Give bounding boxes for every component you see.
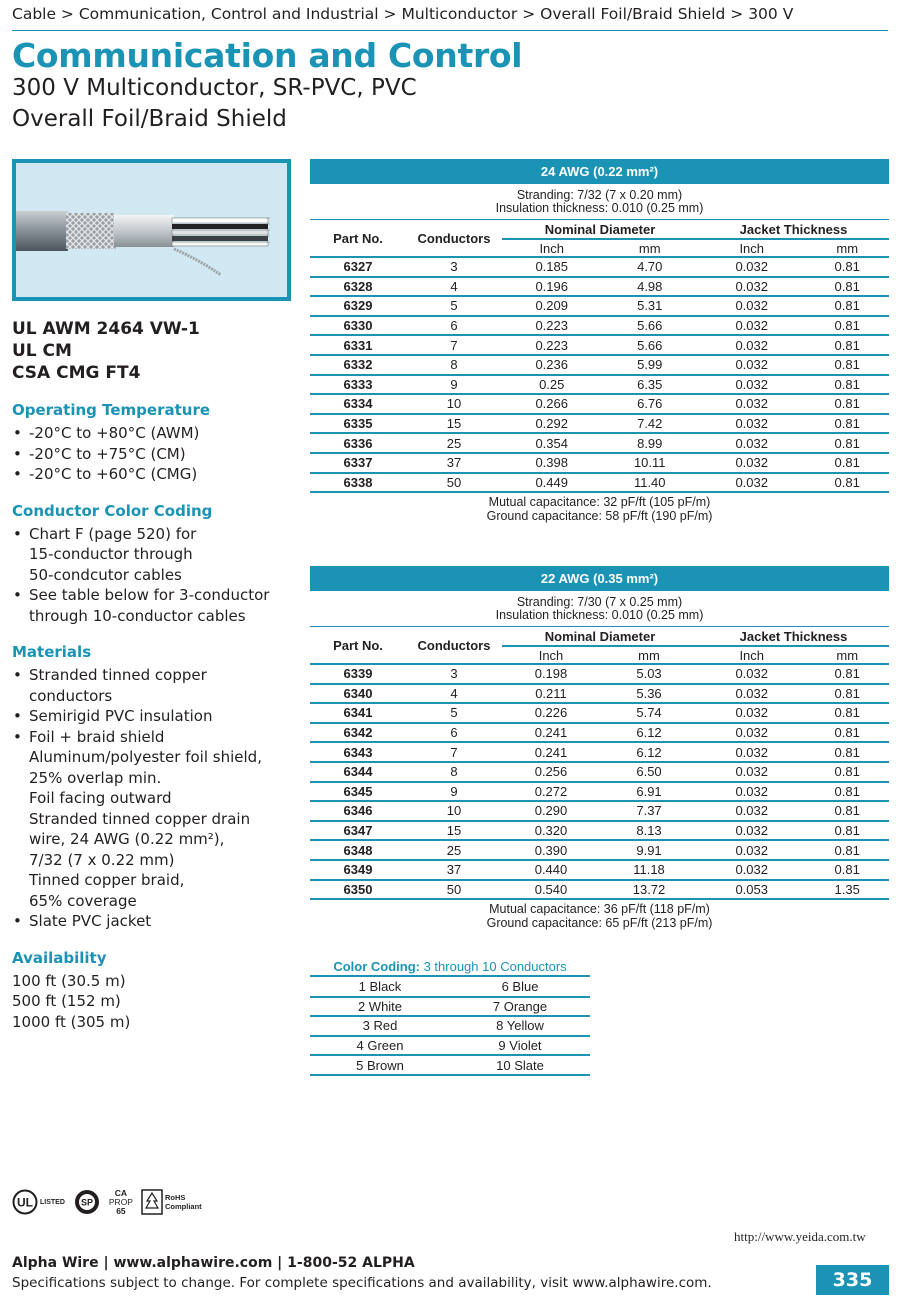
cell-diameter-mm: 11.40 xyxy=(601,473,698,493)
table-row xyxy=(310,821,889,841)
cell-part-no: 6347 xyxy=(310,821,406,841)
cell-diameter-mm: 5.66 xyxy=(601,316,698,336)
table-24awg-mutual-capacitance: Mutual capacitance: 32 pF/ft (105 pF/m) xyxy=(488,495,711,510)
col-header-mm: mm xyxy=(601,239,698,257)
cell-jacket-mm: 0.81 xyxy=(805,355,889,375)
cell-diameter-mm: 5.31 xyxy=(601,296,698,316)
cell-diameter-mm: 6.35 xyxy=(601,375,698,395)
cell-part-no: 6330 xyxy=(310,316,406,336)
svg-text:UL: UL xyxy=(17,1195,33,1210)
cell-jacket-inch: 0.032 xyxy=(698,801,805,821)
cell-diameter-mm: 7.37 xyxy=(600,801,698,821)
cell-jacket-inch: 0.032 xyxy=(698,703,805,723)
cell-jacket-inch: 0.032 xyxy=(698,762,805,782)
cell-diameter-inch: 0.185 xyxy=(502,257,601,277)
cell-jacket-mm: 0.81 xyxy=(805,433,889,453)
cell-diameter-inch: 0.320 xyxy=(502,821,600,841)
cable-illustration xyxy=(12,159,291,301)
cell-diameter-inch: 0.256 xyxy=(502,762,600,782)
cell-diameter-inch: 0.540 xyxy=(502,880,600,900)
cell-jacket-inch: 0.032 xyxy=(698,742,805,762)
cell-jacket-inch: 0.032 xyxy=(698,664,805,684)
cell-diameter-mm: 5.36 xyxy=(600,684,698,704)
cell-jacket-inch: 0.032 xyxy=(698,840,805,860)
csa-logo xyxy=(73,1188,101,1216)
cell-diameter-mm: 4.70 xyxy=(601,257,698,277)
cell-diameter-mm: 5.99 xyxy=(601,355,698,375)
table-row xyxy=(310,840,889,860)
color-coding-row xyxy=(310,997,590,1017)
cell-jacket-inch: 0.053 xyxy=(698,880,805,900)
table-24awg-heading: 24 AWG (0.22 mm²) xyxy=(310,159,889,184)
cell-conductors: 50 xyxy=(406,473,502,493)
color-coding-cell: 7 Orange xyxy=(450,997,590,1017)
cell-conductors: 8 xyxy=(406,355,502,375)
cell-diameter-inch: 0.241 xyxy=(502,723,600,743)
color-coding-cell: 8 Yellow xyxy=(450,1016,590,1036)
color-coding-note: • Chart F (page 520) for 15-conductor through 50-condcutor cables xyxy=(12,524,302,586)
table-row xyxy=(310,762,889,782)
table-row xyxy=(310,742,889,762)
color-coding-cell: 6 Blue xyxy=(450,977,590,997)
cell-jacket-inch: 0.032 xyxy=(698,277,805,297)
header-divider xyxy=(12,30,888,31)
cell-jacket-inch: 0.032 xyxy=(698,821,805,841)
cell-jacket-mm: 0.81 xyxy=(805,723,889,743)
cell-jacket-mm: 0.81 xyxy=(805,840,889,860)
table-24awg-stranding: Stranding: 7/32 (7 x 0.20 mm) xyxy=(516,188,683,202)
cell-jacket-inch: 0.032 xyxy=(698,433,805,453)
cell-diameter-mm: 8.13 xyxy=(600,821,698,841)
materials-title: Materials xyxy=(12,643,92,661)
table-row xyxy=(310,257,889,277)
cell-diameter-mm: 6.12 xyxy=(600,723,698,743)
table-row xyxy=(310,414,889,434)
table-22awg xyxy=(310,566,889,930)
cell-jacket-inch: 0.032 xyxy=(698,375,805,395)
cell-jacket-mm: 0.81 xyxy=(805,335,889,355)
footer-contact: Alpha Wire | www.alphawire.com | 1-800-52 ALPHA xyxy=(12,1255,415,1271)
table-22awg-mutual-capacitance: Mutual capacitance: 36 pF/ft (118 pF/m) xyxy=(489,902,710,917)
cell-diameter-mm: 13.72 xyxy=(600,880,698,900)
table-row xyxy=(310,453,889,473)
cell-jacket-inch: 0.032 xyxy=(698,355,805,375)
breadcrumb: Cable > Communication, Control and Industrial > Multiconductor > Overall Foil/Braid Shield > 300 V xyxy=(12,5,794,23)
col-header-inch: Inch xyxy=(698,646,805,664)
cell-diameter-mm: 10.11 xyxy=(601,453,698,473)
col-header-part-no: Part No. xyxy=(310,627,406,664)
subtitle-line-2: Overall Foil/Braid Shield xyxy=(12,106,287,132)
cell-part-no: 6334 xyxy=(310,394,406,414)
material-item: • Stranded tinned copper conductors xyxy=(12,665,302,706)
cell-conductors: 15 xyxy=(406,821,502,841)
cell-diameter-mm: 11.18 xyxy=(600,860,698,880)
cell-diameter-inch: 0.236 xyxy=(502,355,601,375)
cell-jacket-inch: 0.032 xyxy=(698,684,805,704)
cell-diameter-inch: 0.449 xyxy=(502,473,601,493)
cell-conductors: 37 xyxy=(406,860,502,880)
color-coding-row xyxy=(310,1016,590,1036)
cell-conductors: 25 xyxy=(406,433,502,453)
cell-part-no: 6332 xyxy=(310,355,406,375)
cell-diameter-inch: 0.209 xyxy=(502,296,601,316)
left-column xyxy=(12,318,302,1032)
table-row xyxy=(310,801,889,821)
cell-jacket-mm: 0.81 xyxy=(805,782,889,802)
table-row xyxy=(310,723,889,743)
cell-diameter-inch: 0.354 xyxy=(502,433,601,453)
cell-part-no: 6331 xyxy=(310,335,406,355)
material-item: • Semirigid PVC insulation xyxy=(12,706,302,727)
table-22awg-stranding: Stranding: 7/30 (7 x 0.25 mm) xyxy=(516,595,683,609)
col-header-inch: Inch xyxy=(698,239,805,257)
color-coding-table-title: Color Coding: 3 through 10 Conductors xyxy=(310,959,590,977)
color-coding-cell: 5 Brown xyxy=(310,1055,450,1075)
cell-diameter-inch: 0.211 xyxy=(502,684,600,704)
cell-part-no: 6337 xyxy=(310,453,406,473)
cell-conductors: 9 xyxy=(406,782,502,802)
table-row xyxy=(310,355,889,375)
cell-jacket-mm: 0.81 xyxy=(805,762,889,782)
cell-part-no: 6329 xyxy=(310,296,406,316)
cell-jacket-inch: 0.032 xyxy=(698,453,805,473)
table-row xyxy=(310,860,889,880)
cell-part-no: 6340 xyxy=(310,684,406,704)
table-row xyxy=(310,703,889,723)
col-header-jacket-thickness: Jacket Thickness xyxy=(698,220,889,239)
table-22awg-grid xyxy=(310,627,889,900)
cell-diameter-mm: 6.91 xyxy=(600,782,698,802)
certification-logos xyxy=(12,1188,202,1216)
cell-jacket-mm: 0.81 xyxy=(805,257,889,277)
cell-part-no: 6346 xyxy=(310,801,406,821)
cell-diameter-inch: 0.223 xyxy=(502,316,601,336)
cell-diameter-inch: 0.196 xyxy=(502,277,601,297)
cell-diameter-mm: 4.98 xyxy=(601,277,698,297)
table-row xyxy=(310,296,889,316)
cell-diameter-inch: 0.390 xyxy=(502,840,600,860)
cell-jacket-mm: 0.81 xyxy=(805,414,889,434)
cell-part-no: 6348 xyxy=(310,840,406,860)
cell-part-no: 6345 xyxy=(310,782,406,802)
color-coding-note: • See table below for 3-conductor through 10-conductor cables xyxy=(12,585,302,626)
cell-diameter-mm: 6.50 xyxy=(600,762,698,782)
cell-conductors: 6 xyxy=(406,316,502,336)
table-row xyxy=(310,433,889,453)
footer-disclaimer: Specifications subject to change. For complete specifications and availability, visit www.alphawire.com. xyxy=(12,1275,712,1291)
cell-part-no: 6333 xyxy=(310,375,406,395)
cell-diameter-inch: 0.241 xyxy=(502,742,600,762)
color-coding-table xyxy=(310,959,590,1076)
cell-part-no: 6344 xyxy=(310,762,406,782)
cell-part-no: 6350 xyxy=(310,880,406,900)
cell-diameter-inch: 0.266 xyxy=(502,394,601,414)
cell-diameter-inch: 0.290 xyxy=(502,801,600,821)
cell-conductors: 6 xyxy=(406,723,502,743)
table-24awg xyxy=(310,159,889,523)
cell-conductors: 37 xyxy=(406,453,502,473)
cell-jacket-mm: 1.35 xyxy=(805,880,889,900)
certification-ul-awm: UL AWM 2464 VW-1 xyxy=(12,319,200,339)
certification-csa: CSA CMG FT4 xyxy=(12,363,141,383)
temp-item: • -20°C to +80°C (AWM) xyxy=(12,423,302,444)
subtitle-line-1: 300 V Multiconductor, SR-PVC, PVC xyxy=(12,75,417,101)
cell-conductors: 9 xyxy=(406,375,502,395)
certification-ul-cm: UL CM xyxy=(12,341,72,361)
color-coding-cell: 2 White xyxy=(310,997,450,1017)
cell-diameter-inch: 0.292 xyxy=(502,414,601,434)
cell-part-no: 6343 xyxy=(310,742,406,762)
cell-conductors: 7 xyxy=(406,742,502,762)
col-header-jacket-thickness: Jacket Thickness xyxy=(698,627,889,646)
ul-listed-logo: UL LISTED xyxy=(12,1189,65,1215)
cell-diameter-mm: 7.42 xyxy=(601,414,698,434)
cell-jacket-mm: 0.81 xyxy=(805,296,889,316)
table-24awg-ground-capacitance: Ground capacitance: 58 pF/ft (190 pF/m) xyxy=(486,508,713,523)
table-row xyxy=(310,277,889,297)
cell-diameter-inch: 0.272 xyxy=(502,782,600,802)
table-22awg-ground-capacitance: Ground capacitance: 65 pF/ft (213 pF/m) xyxy=(486,915,713,930)
table-row xyxy=(310,375,889,395)
cell-jacket-mm: 0.81 xyxy=(805,394,889,414)
cell-jacket-mm: 0.81 xyxy=(805,453,889,473)
cell-jacket-inch: 0.032 xyxy=(698,316,805,336)
cell-diameter-inch: 0.226 xyxy=(502,703,600,723)
color-coding-section-title: Conductor Color Coding xyxy=(12,501,213,520)
cell-diameter-mm: 5.03 xyxy=(600,664,698,684)
cell-diameter-mm: 6.76 xyxy=(601,394,698,414)
cell-jacket-mm: 0.81 xyxy=(805,860,889,880)
cell-jacket-mm: 0.81 xyxy=(805,742,889,762)
col-header-mm: mm xyxy=(805,646,889,664)
cell-jacket-inch: 0.032 xyxy=(698,723,805,743)
cell-diameter-mm: 5.66 xyxy=(601,335,698,355)
table-22awg-insulation: Insulation thickness: 0.010 (0.25 mm) xyxy=(495,608,704,622)
col-header-nominal-diameter: Nominal Diameter xyxy=(502,220,698,239)
cell-part-no: 6341 xyxy=(310,703,406,723)
material-sub-items: Aluminum/polyester foil shield, 25% overlap min. Foil facing outward Stranded tinned copper drain wire, 24 AWG (0.22 mm²), 7/32 (7 x 0.22 mm) Tinned copper braid, 65% coverage xyxy=(29,748,262,910)
color-coding-cell: 3 Red xyxy=(310,1016,450,1036)
cell-jacket-mm: 0.81 xyxy=(805,375,889,395)
color-coding-cell: 10 Slate xyxy=(450,1055,590,1075)
cell-part-no: 6339 xyxy=(310,664,406,684)
cell-jacket-mm: 0.81 xyxy=(805,821,889,841)
col-header-nominal-diameter: Nominal Diameter xyxy=(502,627,698,646)
cell-conductors: 15 xyxy=(406,414,502,434)
cell-diameter-mm: 8.99 xyxy=(601,433,698,453)
cell-diameter-inch: 0.398 xyxy=(502,453,601,473)
col-header-conductors: Conductors xyxy=(406,220,502,257)
col-header-inch: Inch xyxy=(502,239,601,257)
table-row xyxy=(310,664,889,684)
cell-diameter-mm: 9.91 xyxy=(600,840,698,860)
cell-conductors: 5 xyxy=(406,703,502,723)
cell-jacket-inch: 0.032 xyxy=(698,782,805,802)
color-coding-row xyxy=(310,1055,590,1075)
col-header-inch: Inch xyxy=(502,646,600,664)
color-coding-row xyxy=(310,977,590,997)
rohs-logo: RoHS Compliant xyxy=(141,1189,202,1215)
col-header-conductors: Conductors xyxy=(406,627,502,664)
availability-item: 1000 ft (305 m) xyxy=(12,1012,131,1031)
cell-part-no: 6335 xyxy=(310,414,406,434)
page-number: 335 xyxy=(816,1265,889,1295)
cell-jacket-mm: 0.81 xyxy=(805,703,889,723)
availability-item: 500 ft (152 m) xyxy=(12,992,121,1010)
cell-conductors: 4 xyxy=(406,277,502,297)
cell-jacket-mm: 0.81 xyxy=(805,473,889,493)
cell-jacket-mm: 0.81 xyxy=(805,316,889,336)
cell-diameter-inch: 0.440 xyxy=(502,860,600,880)
cell-jacket-mm: 0.81 xyxy=(805,277,889,297)
table-24awg-grid xyxy=(310,220,889,493)
cell-conductors: 5 xyxy=(406,296,502,316)
table-24awg-insulation: Insulation thickness: 0.010 (0.25 mm) xyxy=(495,201,704,215)
cell-part-no: 6327 xyxy=(310,257,406,277)
cell-part-no: 6336 xyxy=(310,433,406,453)
table-row xyxy=(310,473,889,493)
table-row xyxy=(310,782,889,802)
page-title: Communication and Control xyxy=(12,36,523,75)
cell-jacket-inch: 0.032 xyxy=(698,335,805,355)
cell-jacket-mm: 0.81 xyxy=(805,801,889,821)
color-coding-cell: 1 Black xyxy=(310,977,450,997)
cell-conductors: 10 xyxy=(406,801,502,821)
ca-prop-65-logo: CA PROP 65 xyxy=(108,1187,133,1216)
cell-diameter-inch: 0.25 xyxy=(502,375,601,395)
availability-title: Availability xyxy=(12,948,107,967)
cell-jacket-mm: 0.81 xyxy=(805,684,889,704)
cell-conductors: 25 xyxy=(406,840,502,860)
temp-item: • -20°C to +75°C (CM) xyxy=(12,444,302,465)
cell-conductors: 50 xyxy=(406,880,502,900)
color-coding-cell: 9 Violet xyxy=(450,1036,590,1056)
cell-diameter-inch: 0.223 xyxy=(502,335,601,355)
cell-conductors: 8 xyxy=(406,762,502,782)
cell-conductors: 10 xyxy=(406,394,502,414)
cell-jacket-inch: 0.032 xyxy=(698,473,805,493)
cell-conductors: 4 xyxy=(406,684,502,704)
temp-item: • -20°C to +60°C (CMG) xyxy=(12,464,302,485)
material-item: • Slate PVC jacket xyxy=(12,911,302,932)
cell-jacket-inch: 0.032 xyxy=(698,394,805,414)
color-coding-cell: 4 Green xyxy=(310,1036,450,1056)
svg-text:SP: SP xyxy=(80,1197,93,1208)
cell-diameter-mm: 6.12 xyxy=(600,742,698,762)
color-coding-row xyxy=(310,1036,590,1056)
cell-conductors: 3 xyxy=(406,664,502,684)
cell-part-no: 6328 xyxy=(310,277,406,297)
cell-part-no: 6338 xyxy=(310,473,406,493)
material-item: • Foil + braid shield xyxy=(12,727,302,748)
col-header-mm: mm xyxy=(600,646,698,664)
cell-diameter-inch: 0.198 xyxy=(502,664,600,684)
col-header-part-no: Part No. xyxy=(310,220,406,257)
table-row xyxy=(310,316,889,336)
cell-part-no: 6342 xyxy=(310,723,406,743)
operating-temperature-title: Operating Temperature xyxy=(12,401,211,419)
cell-jacket-inch: 0.032 xyxy=(698,296,805,316)
cell-jacket-inch: 0.032 xyxy=(698,414,805,434)
cell-jacket-inch: 0.032 xyxy=(698,860,805,880)
cell-jacket-mm: 0.81 xyxy=(805,664,889,684)
cell-jacket-inch: 0.032 xyxy=(698,257,805,277)
table-row xyxy=(310,335,889,355)
cell-conductors: 3 xyxy=(406,257,502,277)
table-row xyxy=(310,394,889,414)
cell-diameter-mm: 5.74 xyxy=(600,703,698,723)
table-row xyxy=(310,880,889,900)
cell-conductors: 7 xyxy=(406,335,502,355)
table-22awg-heading: 22 AWG (0.35 mm²) xyxy=(310,566,889,591)
col-header-mm: mm xyxy=(805,239,889,257)
availability-item: 100 ft (30.5 m) xyxy=(12,971,126,990)
cell-part-no: 6349 xyxy=(310,860,406,880)
distributor-website[interactable]: http://www.yeida.com.tw xyxy=(734,1229,866,1244)
table-row xyxy=(310,684,889,704)
